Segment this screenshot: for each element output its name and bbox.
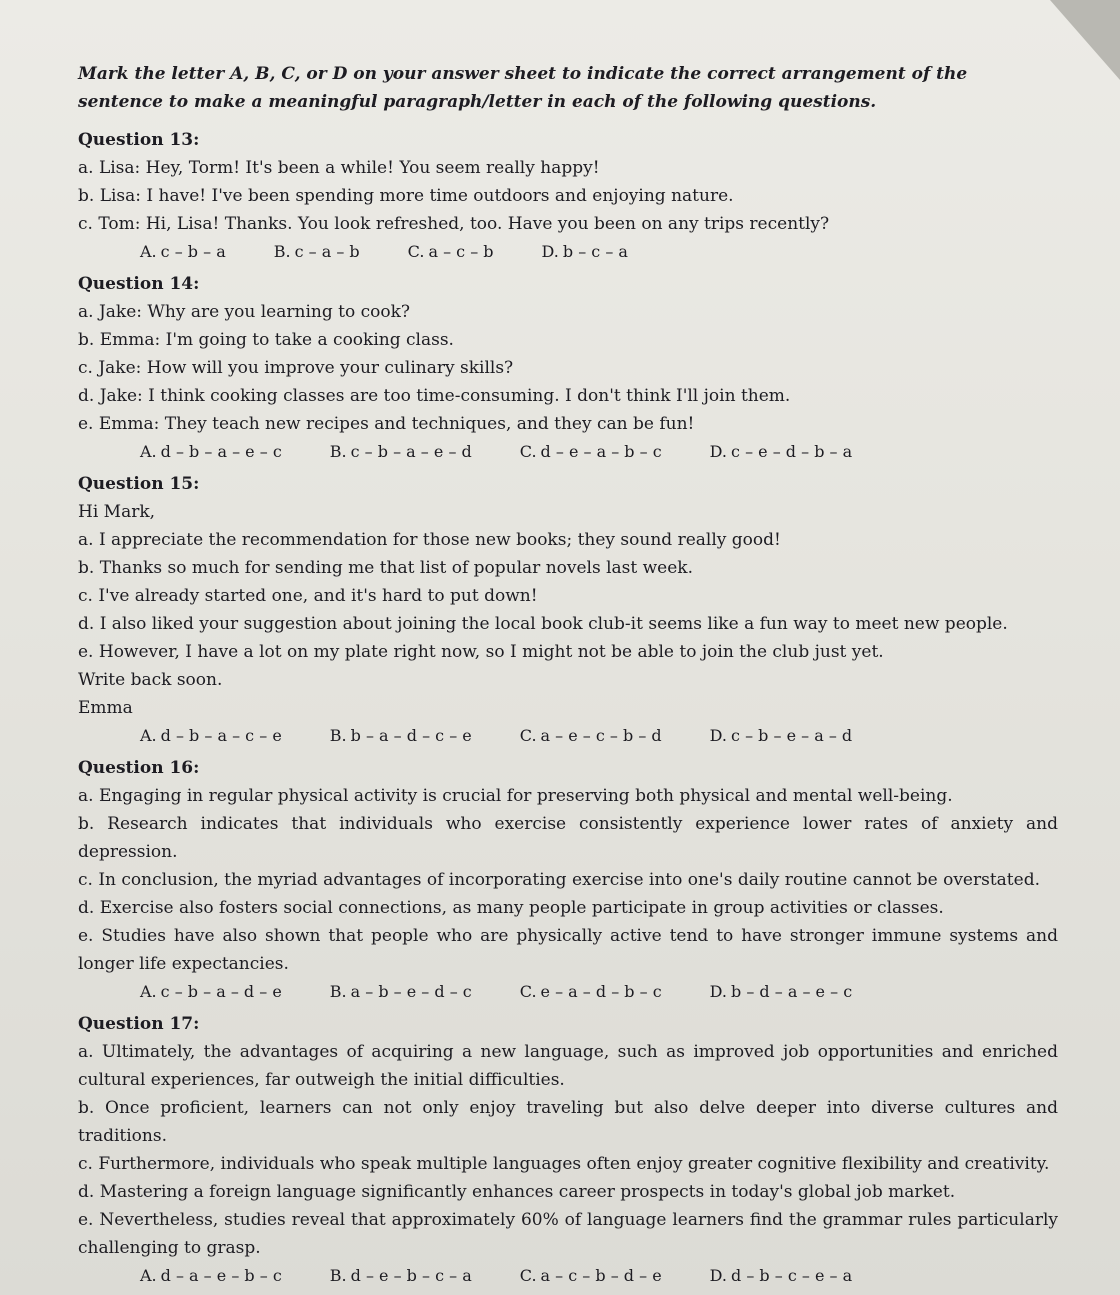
answer-option[interactable] xyxy=(140,1262,282,1290)
answer-option[interactable] xyxy=(140,438,282,466)
question-line: b. Research indicates that individuals who exercise consistently experience lower rates of anxiety and depression. xyxy=(78,814,1058,862)
option-letter: B. xyxy=(273,242,291,261)
option-text: c – b – a – d – e xyxy=(160,982,282,1001)
question-title: Question 16: xyxy=(78,758,200,778)
option-text: a – e – c – b – d xyxy=(540,726,662,745)
question-line: a. Engaging in regular physical activity is crucial for preserving both physical and mental well-being. xyxy=(78,786,953,806)
answer-option[interactable] xyxy=(710,978,852,1006)
question-line: e. However, I have a lot on my plate right now, so I might not be able to join the club just yet. xyxy=(78,642,884,662)
option-letter: B. xyxy=(329,442,347,461)
option-text: d – e – b – c – a xyxy=(350,1266,472,1285)
folded-corner xyxy=(1050,0,1120,80)
question-line: c. In conclusion, the myriad advantages of incorporating exercise into one's daily routine cannot be overstated. xyxy=(78,870,1040,890)
option-letter: A. xyxy=(140,242,157,261)
option-letter: A. xyxy=(140,442,157,461)
question-line: b. Thanks so much for sending me that list of popular novels last week. xyxy=(78,558,694,578)
question-title: Question 14: xyxy=(78,274,200,294)
option-letter: A. xyxy=(140,726,157,745)
question-list xyxy=(78,126,1058,1290)
option-text: d – b – c – e – a xyxy=(731,1266,853,1285)
option-text: a – c – b – d – e xyxy=(540,1266,662,1285)
question-line: Emma xyxy=(78,698,133,718)
option-letter: D. xyxy=(541,242,559,261)
question-title: Question 17: xyxy=(78,1014,200,1034)
question-line: c. Jake: How will you improve your culinary skills? xyxy=(78,358,514,378)
worksheet-content xyxy=(78,60,1058,1290)
question-block xyxy=(78,126,1058,266)
answer-option[interactable] xyxy=(330,1262,472,1290)
option-letter: B. xyxy=(329,726,347,745)
question-line: a. Lisa: Hey, Torm! It's been a while! You seem really happy! xyxy=(78,158,600,178)
answer-options xyxy=(78,238,1058,266)
question-line: c. I've already started one, and it's hard to put down! xyxy=(78,586,538,606)
option-text: b – c – a xyxy=(562,242,628,261)
question-line: d. I also liked your suggestion about joining the local book club-it seems like a fun way to meet new people. xyxy=(78,614,1008,634)
question-block xyxy=(78,754,1058,1006)
question-title: Question 13: xyxy=(78,130,200,150)
question-line: e. Emma: They teach new recipes and techniques, and they can be fun! xyxy=(78,414,695,434)
option-text: b – a – d – c – e xyxy=(350,726,472,745)
option-text: b – d – a – e – c xyxy=(731,982,853,1001)
option-text: c – b – a – e – d xyxy=(350,442,472,461)
question-block xyxy=(78,470,1058,750)
option-letter: C. xyxy=(519,442,537,461)
question-line: d. Jake: I think cooking classes are too time-consuming. I don't think I'll join them. xyxy=(78,386,791,406)
option-text: c – b – e – a – d xyxy=(731,726,853,745)
option-letter: C. xyxy=(519,1266,537,1285)
option-letter: A. xyxy=(140,982,157,1001)
option-letter: B. xyxy=(329,1266,347,1285)
question-line: a. I appreciate the recommendation for those new books; they sound really good! xyxy=(78,530,781,550)
question-line: a. Jake: Why are you learning to cook? xyxy=(78,302,410,322)
question-line: e. Nevertheless, studies reveal that approximately 60% of language learners find the grammar rules particularly challenging to grasp. xyxy=(78,1210,1058,1258)
answer-options xyxy=(78,978,1058,1006)
question-line: b. Once proficient, learners can not only enjoy traveling but also delve deeper into diverse cultures and traditions. xyxy=(78,1098,1058,1146)
option-text: d – b – a – e – c xyxy=(160,442,282,461)
option-letter: D. xyxy=(709,726,728,745)
option-text: d – e – a – b – c xyxy=(540,442,662,461)
question-line: a. Ultimately, the advantages of acquiring a new language, such as improved job opportunities and enriched cultural experiences, far outweigh the initial difficulties. xyxy=(78,1042,1058,1090)
question-block xyxy=(78,270,1058,466)
answer-option[interactable] xyxy=(330,722,472,750)
answer-option[interactable] xyxy=(710,1262,852,1290)
answer-option[interactable] xyxy=(408,238,494,266)
option-letter: C. xyxy=(407,242,425,261)
question-line: d. Exercise also fosters social connections, as many people participate in group activities or classes. xyxy=(78,898,944,918)
answer-options xyxy=(78,1262,1058,1290)
option-letter: D. xyxy=(709,442,728,461)
option-letter: C. xyxy=(519,982,537,1001)
answer-option[interactable] xyxy=(520,1262,662,1290)
question-line: c. Tom: Hi, Lisa! Thanks. You look refreshed, too. Have you been on any trips recently? xyxy=(78,214,830,234)
option-letter: D. xyxy=(709,982,728,1001)
question-line: b. Emma: I'm going to take a cooking class. xyxy=(78,330,454,350)
question-line: e. Studies have also shown that people who are physically active tend to have stronger immune systems and longer life expectancies. xyxy=(78,926,1058,974)
question-line: Write back soon. xyxy=(78,670,223,690)
option-text: c – e – d – b – a xyxy=(731,442,853,461)
answer-option[interactable] xyxy=(140,978,282,1006)
answer-option[interactable] xyxy=(542,238,628,266)
answer-option[interactable] xyxy=(520,438,662,466)
question-line: c. Furthermore, individuals who speak multiple languages often enjoy greater cognitive flexibility and creativity. xyxy=(78,1154,1050,1174)
answer-option[interactable] xyxy=(710,722,852,750)
answer-option[interactable] xyxy=(330,438,472,466)
answer-option[interactable] xyxy=(330,978,472,1006)
answer-options xyxy=(78,438,1058,466)
question-line: b. Lisa: I have! I've been spending more time outdoors and enjoying nature. xyxy=(78,186,734,206)
question-block xyxy=(78,1010,1058,1290)
option-letter: A. xyxy=(140,1266,157,1285)
instruction-text: Mark the letter A, B, C, or D on your answer sheet to indicate the correct arrangement of the sentence to make a meaningful paragraph/letter in each of the following questions. xyxy=(78,64,968,112)
answer-option[interactable] xyxy=(274,238,360,266)
option-text: c – b – a xyxy=(160,242,226,261)
question-title: Question 15: xyxy=(78,474,200,494)
option-text: a – b – e – d – c xyxy=(350,982,472,1001)
answer-options xyxy=(78,722,1058,750)
option-text: d – a – e – b – c xyxy=(160,1266,282,1285)
answer-option[interactable] xyxy=(520,722,662,750)
question-line: d. Mastering a foreign language significantly enhances career prospects in today's global job market. xyxy=(78,1182,956,1202)
answer-option[interactable] xyxy=(710,438,852,466)
answer-option[interactable] xyxy=(140,238,226,266)
option-letter: D. xyxy=(709,1266,728,1285)
option-letter: B. xyxy=(329,982,347,1001)
option-letter: C. xyxy=(519,726,537,745)
option-text: d – b – a – c – e xyxy=(160,726,282,745)
option-text: a – c – b xyxy=(428,242,494,261)
answer-option[interactable] xyxy=(140,722,282,750)
option-text: c – a – b xyxy=(294,242,360,261)
answer-option[interactable] xyxy=(520,978,662,1006)
option-text: e – a – d – b – c xyxy=(540,982,662,1001)
question-line: Hi Mark, xyxy=(78,502,156,522)
